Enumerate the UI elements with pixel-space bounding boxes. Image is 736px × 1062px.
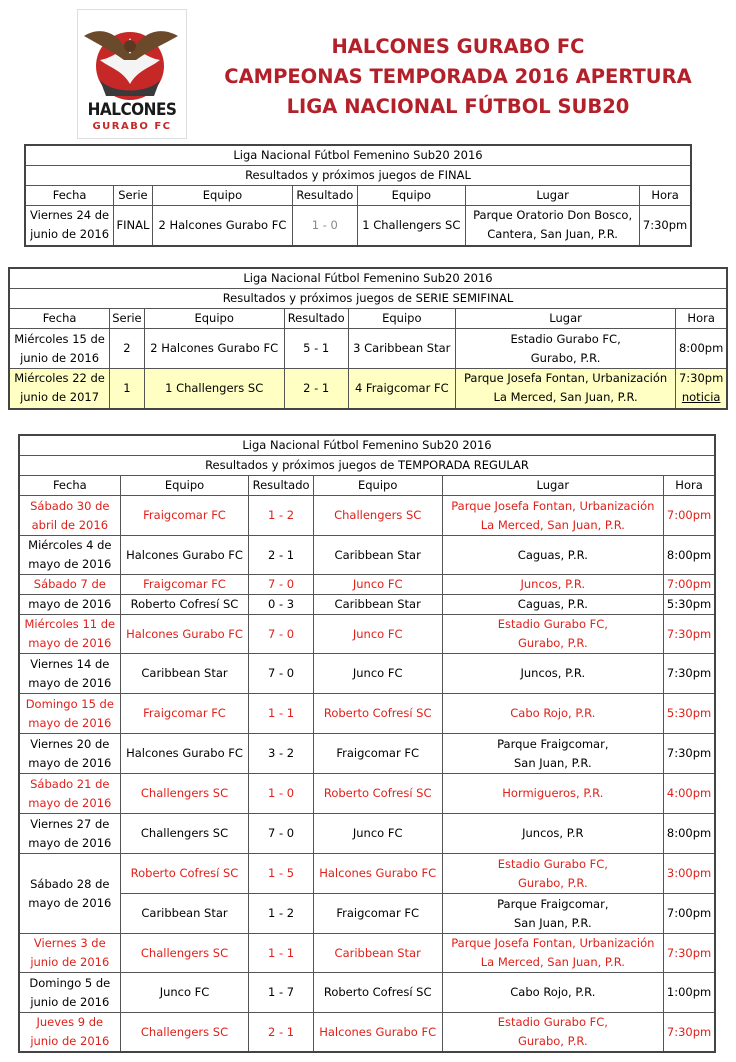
cell-hora: 7:30pm (664, 934, 715, 973)
cell-equipo2: 4 Fraigcomar FC (348, 369, 455, 409)
col-header: Resultado (293, 186, 357, 206)
cell-equipo1: Caribbean Star (120, 894, 249, 934)
cell-fecha: Viernes 24 de junio de 2016 (25, 206, 114, 246)
cell-equipo1: 2 Halcones Gurabo FC (144, 329, 284, 369)
col-header: Equipo (313, 476, 442, 496)
cell-hora: 5:30pm (664, 694, 715, 734)
cell-equipo1: Challengers SC (120, 1013, 249, 1053)
cell-equipo2: Roberto Cofresí SC (313, 774, 442, 814)
cell-lugar: Cabo Rojo, P.R. (442, 694, 664, 734)
cell-lugar: Parque Josefa Fontan, Urbanización La Merced, San Juan, P.R. (442, 496, 664, 536)
table-row (19, 814, 715, 854)
cell-lugar: Juncos, P.R. (442, 654, 664, 694)
table-row (19, 774, 715, 814)
table-title: Liga Nacional Fútbol Femenino Sub20 2016 (25, 145, 691, 166)
cell-equipo2: Halcones Gurabo FC (313, 854, 442, 894)
page-subtitle: CAMPEONAS TEMPORADA 2016 APERTURA (224, 65, 692, 88)
table-row (19, 536, 715, 575)
cell-equipo2: 1 Challengers SC (357, 206, 466, 246)
cell-fecha: Miércoles 11 de mayo de 2016 (19, 615, 120, 654)
cell-lugar: Caguas, P.R. (442, 595, 664, 615)
col-header: Fecha (9, 309, 110, 329)
cell-fecha: Viernes 14 de mayo de 2016 (19, 654, 120, 694)
cell-equipo2: Caribbean Star (313, 536, 442, 575)
cell-resultado: 1 - 0 (249, 774, 313, 814)
cell-hora: 7:00pm (664, 894, 715, 934)
col-header: Lugar (455, 309, 675, 329)
cell-resultado: 5 - 1 (284, 329, 348, 369)
cell-resultado: 1 - 5 (249, 854, 313, 894)
col-header: Equipo (152, 186, 292, 206)
cell-equipo1: Fraigcomar FC (120, 575, 249, 595)
cell-equipo1: Halcones Gurabo FC (120, 734, 249, 774)
league-title: LIGA NACIONAL FÚTBOL SUB20 (286, 95, 630, 118)
cell-fecha: Viernes 3 de junio de 2016 (19, 934, 120, 973)
cell-equipo1: Challengers SC (120, 774, 249, 814)
cell-hora: 7:00pm (664, 575, 715, 595)
table-row (19, 934, 715, 973)
cell-hora: 8:00pm (676, 329, 727, 369)
cell-hora: 1:00pm (664, 973, 715, 1013)
cell-equipo2: Fraigcomar FC (313, 894, 442, 934)
table-row (19, 615, 715, 654)
cell-equipo2: Challengers SC (313, 496, 442, 536)
col-header: Lugar (466, 186, 640, 206)
cell-fecha: Sábado 30 de abril de 2016 (19, 496, 120, 536)
col-header: Hora (664, 476, 715, 496)
cell-resultado: 1 - 1 (249, 694, 313, 734)
cell-lugar: Parque Josefa Fontan, Urbanización La Merced, San Juan, P.R. (442, 934, 664, 973)
cell-resultado: 0 - 3 (249, 595, 313, 615)
cell-equipo1: 2 Halcones Gurabo FC (152, 206, 292, 246)
col-header: Hora (676, 309, 727, 329)
cell-equipo1: Junco FC (120, 973, 249, 1013)
cell-serie: FINAL (114, 206, 153, 246)
club-logo (77, 9, 187, 139)
cell-equipo2: Roberto Cofresí SC (313, 973, 442, 1013)
cell-resultado: 1 - 0 (293, 206, 357, 246)
cell-hora: 4:00pm (664, 774, 715, 814)
cell-resultado: 1 - 7 (249, 973, 313, 1013)
cell-hora (676, 369, 727, 409)
cell-fecha: Viernes 20 de mayo de 2016 (19, 734, 120, 774)
cell-fecha: Domingo 15 de mayo de 2016 (19, 694, 120, 734)
cell-resultado: 2 - 1 (284, 369, 348, 409)
cell-hora: 3:00pm (664, 854, 715, 894)
cell-equipo1: Halcones Gurabo FC (120, 536, 249, 575)
cell-resultado: 1 - 1 (249, 934, 313, 973)
table-row (19, 575, 715, 595)
cell-equipo2: Junco FC (313, 654, 442, 694)
cell-hora: 7:00pm (664, 496, 715, 536)
cell-lugar: Hormigueros, P.R. (442, 774, 664, 814)
col-header: Resultado (284, 309, 348, 329)
col-header: Fecha (19, 476, 120, 496)
cell-hora: 7:30pm (664, 615, 715, 654)
cell-equipo1: Halcones Gurabo FC (120, 615, 249, 654)
col-header: Fecha (25, 186, 114, 206)
logo-text-sub: GURABO FC (92, 121, 172, 132)
final-table (24, 144, 692, 247)
cell-lugar: Cabo Rojo, P.R. (442, 973, 664, 1013)
cell-resultado: 3 - 2 (249, 734, 313, 774)
cell-lugar: Parque Fraigcomar, San Juan, P.R. (442, 894, 664, 934)
cell-resultado: 2 - 1 (249, 536, 313, 575)
noticia-link[interactable]: noticia (681, 390, 721, 405)
table-row (19, 854, 715, 894)
logo-text-main: HALCONES (87, 100, 177, 120)
cell-fecha: mayo de 2016 (19, 595, 120, 615)
table-row (19, 1013, 715, 1053)
cell-lugar: Juncos, P.R (442, 814, 664, 854)
cell-lugar: Estadio Gurabo FC, Gurabo, P.R. (442, 1013, 664, 1053)
cell-equipo1: Roberto Cofresí SC (120, 595, 249, 615)
header-row (25, 186, 691, 206)
table-row (19, 734, 715, 774)
cell-fecha: Viernes 27 de mayo de 2016 (19, 814, 120, 854)
header-row (19, 476, 715, 496)
table-row (19, 654, 715, 694)
cell-equipo1: Caribbean Star (120, 654, 249, 694)
cell-equipo2: Caribbean Star (313, 595, 442, 615)
cell-resultado: 1 - 2 (249, 496, 313, 536)
cell-resultado: 1 - 2 (249, 894, 313, 934)
cell-fecha: Miércoles 4 de mayo de 2016 (19, 536, 120, 575)
cell-hora: 7:30pm (664, 654, 715, 694)
cell-lugar: Parque Fraigcomar, San Juan, P.R. (442, 734, 664, 774)
cell-equipo2: Fraigcomar FC (313, 734, 442, 774)
cell-equipo1: 1 Challengers SC (144, 369, 284, 409)
cell-resultado: 7 - 0 (249, 575, 313, 595)
cell-lugar: Caguas, P.R. (442, 536, 664, 575)
cell-hora: 7:30pm (664, 1013, 715, 1053)
cell-lugar: Estadio Gurabo FC, Gurabo, P.R. (442, 854, 664, 894)
table-row (19, 973, 715, 1013)
col-header: Resultado (249, 476, 313, 496)
cell-lugar: Parque Josefa Fontan, Urbanización La Merced, San Juan, P.R. (455, 369, 675, 409)
col-header: Equipo (120, 476, 249, 496)
cell-equipo1: Fraigcomar FC (120, 496, 249, 536)
cell-fecha: Sábado 28 de mayo de 2016 (19, 854, 120, 934)
cell-serie: 2 (110, 329, 145, 369)
col-header: Hora (640, 186, 691, 206)
table-subtitle: Resultados y próximos juegos de SERIE SEMIFINAL (9, 289, 727, 309)
cell-lugar: Estadio Gurabo FC, Gurabo, P.R. (455, 329, 675, 369)
cell-resultado: 7 - 0 (249, 615, 313, 654)
col-header: Equipo (348, 309, 455, 329)
table-row (25, 206, 691, 246)
table-subtitle: Resultados y próximos juegos de FINAL (25, 166, 691, 186)
cell-fecha: Miércoles 22 de junio de 2017 (9, 369, 110, 409)
cell-equipo2: Junco FC (313, 615, 442, 654)
cell-equipo1: Challengers SC (120, 934, 249, 973)
col-header: Lugar (442, 476, 664, 496)
cell-equipo2: Junco FC (313, 575, 442, 595)
cell-equipo2: 3 Caribbean Star (348, 329, 455, 369)
table-row (19, 694, 715, 734)
col-header: Serie (110, 309, 145, 329)
cell-fecha: Sábado 7 de (19, 575, 120, 595)
cell-serie: 1 (110, 369, 145, 409)
table-row (19, 496, 715, 536)
cell-hora: 8:00pm (664, 814, 715, 854)
table-row (19, 894, 715, 934)
cell-lugar: Juncos, P.R. (442, 575, 664, 595)
cell-fecha: Jueves 9 de junio de 2016 (19, 1013, 120, 1053)
hora-text: 7:30pm (678, 371, 724, 386)
cell-equipo2: Caribbean Star (313, 934, 442, 973)
col-header: Serie (114, 186, 153, 206)
cell-hora: 5:30pm (664, 595, 715, 615)
table-row (9, 329, 727, 369)
page-title: HALCONES GURABO FC (331, 35, 585, 58)
cell-hora: 7:30pm (640, 206, 691, 246)
cell-equipo2: Halcones Gurabo FC (313, 1013, 442, 1053)
cell-lugar: Parque Oratorio Don Bosco, Cantera, San Juan, P.R. (466, 206, 640, 246)
table-title: Liga Nacional Fútbol Femenino Sub20 2016 (19, 435, 715, 456)
cell-equipo1: Challengers SC (120, 814, 249, 854)
regular-season-table (18, 434, 716, 1053)
cell-lugar: Estadio Gurabo FC, Gurabo, P.R. (442, 615, 664, 654)
table-row (19, 595, 715, 615)
cell-fecha: Domingo 5 de junio de 2016 (19, 973, 120, 1013)
table-subtitle: Resultados y próximos juegos de TEMPORADA REGULAR (19, 456, 715, 476)
cell-hora: 8:00pm (664, 536, 715, 575)
col-header: Equipo (144, 309, 284, 329)
cell-resultado: 2 - 1 (249, 1013, 313, 1053)
col-header: Equipo (357, 186, 466, 206)
cell-fecha: Miércoles 15 de junio de 2016 (9, 329, 110, 369)
cell-hora: 7:30pm (664, 734, 715, 774)
cell-equipo1: Fraigcomar FC (120, 694, 249, 734)
semifinal-table (8, 267, 728, 410)
cell-fecha: Sábado 21 de mayo de 2016 (19, 774, 120, 814)
table-title: Liga Nacional Fútbol Femenino Sub20 2016 (9, 268, 727, 289)
cell-resultado: 7 - 0 (249, 654, 313, 694)
cell-equipo2: Junco FC (313, 814, 442, 854)
cell-equipo2: Roberto Cofresí SC (313, 694, 442, 734)
cell-resultado: 7 - 0 (249, 814, 313, 854)
table-row (9, 369, 727, 409)
header-row (9, 309, 727, 329)
cell-equipo1: Roberto Cofresí SC (120, 854, 249, 894)
